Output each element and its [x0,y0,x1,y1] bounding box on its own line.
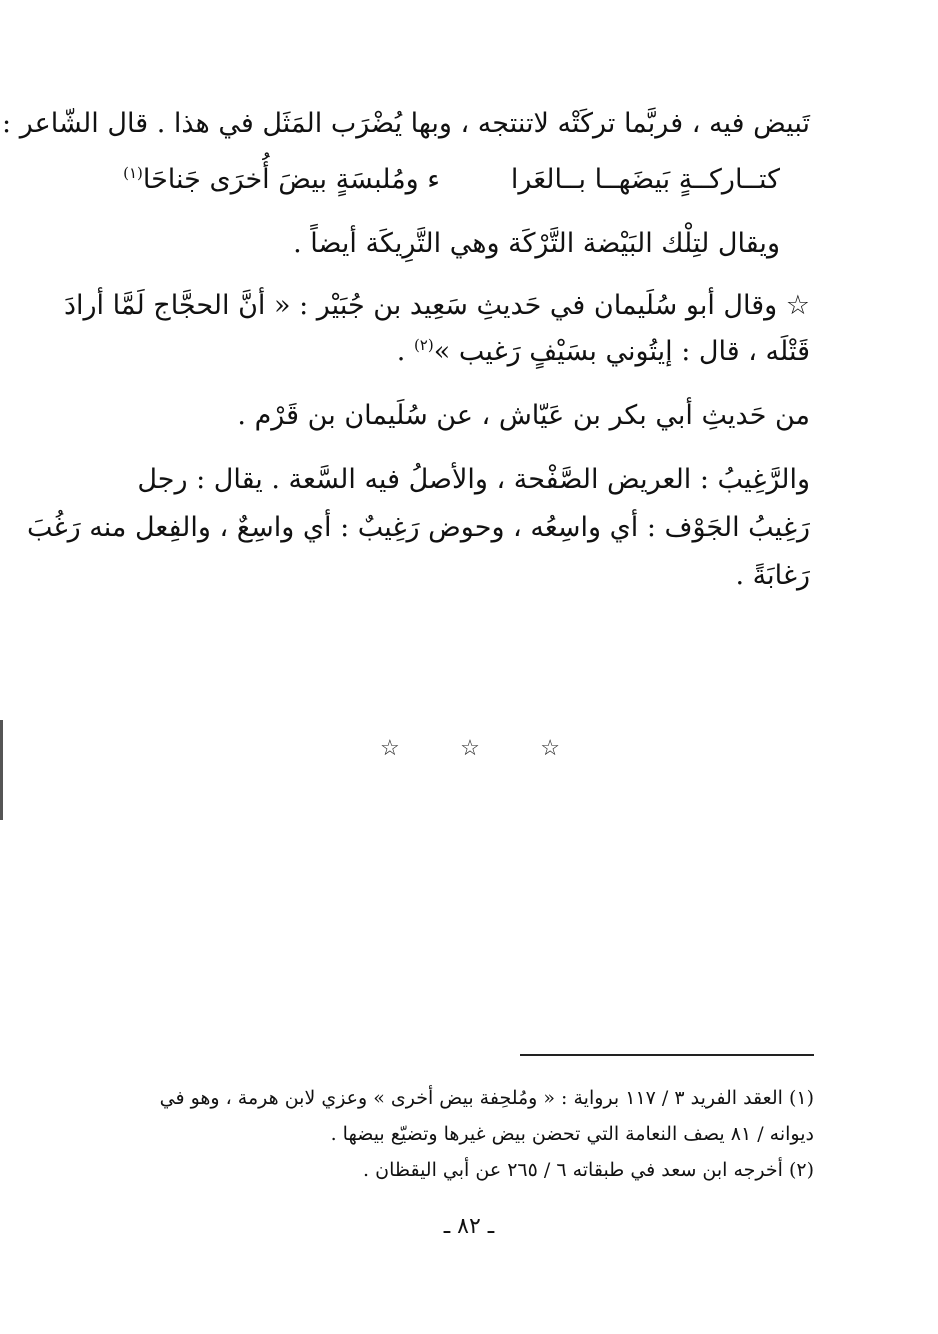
paragraph-line-1: والرَّغِيبُ : العريض الصَّفْحة ، والأصلُ فيه السَّعة . يقال : رجل [137,464,810,495]
footnote-2: (٢) أخرجه ابن سعد في طبقاته ٦ / ٢٦٥ عن أبي اليقظان . [363,1159,814,1181]
text-line-1: تَبيض فيه ، فربَّما تركَتْه لاتنتجه ، وبها يُضْرَب المَثَل في هذا . قال الشّاعر : [2,108,810,139]
footnote-divider [520,1054,814,1056]
section-separator-stars [380,734,560,764]
hadith-line-2-end: . [396,336,414,367]
text-line-3: ويقال لتِلْك البَيْضة التَّرْكَة وهي التَّرِيكَة أيضاً . [293,228,780,259]
verse-hemistich-first [511,160,780,200]
scan-margin-mark [0,720,3,820]
star-icon: ☆ [460,736,480,761]
paragraph-line-2: رَغِيبُ الجَوْف : أي واسِعُه ، وحوض رَغِيبٌ : أي واسِعٌ ، والفِعل منه رَغُبَ [27,512,810,543]
verse-hemistich-second [123,160,440,200]
footnote-ref-1: (١) [123,164,143,182]
hadith-line-2-text: قَتْلَه ، قال : إيتُوني بسَيْفٍ رَغيب » [433,336,810,367]
isnad-line: من حَديثِ أبي بكر بن عَيّاش ، عن سُلَيمان بن قَرْم . [237,400,810,431]
star-icon: ☆ [540,736,560,761]
poetry-verse [123,160,780,200]
star-icon: ☆ [380,736,400,761]
verse-hemistich-second-text: ء ومُلبسَةٍ بيضَ أُخرَى جَناحَا [142,164,440,195]
footnote-ref-2: (٢) [413,336,434,354]
page-number: ـ ٨٢ ـ [443,1214,495,1239]
hadith-line-1: ☆ وقال أبو سُلَيمان في حَديثِ سَعِيد بن جُبَيْر : « أنَّ الحجَّاج لَمَّا أرادَ [63,290,810,321]
footnote-1-line-1: (١) العقد الفريد ٣ / ١١٧ برواية : « ومُلحِفة بيض أخرى » وعزي لابن هرمة ، وهو في [159,1087,814,1109]
hadith-line-2 [130,332,810,372]
paragraph-line-3: رَغابَةً . [735,560,810,591]
footnote-1-line-2: ديوانه / ٨١ يصف النعامة التي تحضن بيض غيرها وتضيّع بيضها . [330,1123,814,1145]
verse-hemistich-first-text: كتــاركــةٍ بَيضَهــا بــالعَرا [510,164,780,195]
